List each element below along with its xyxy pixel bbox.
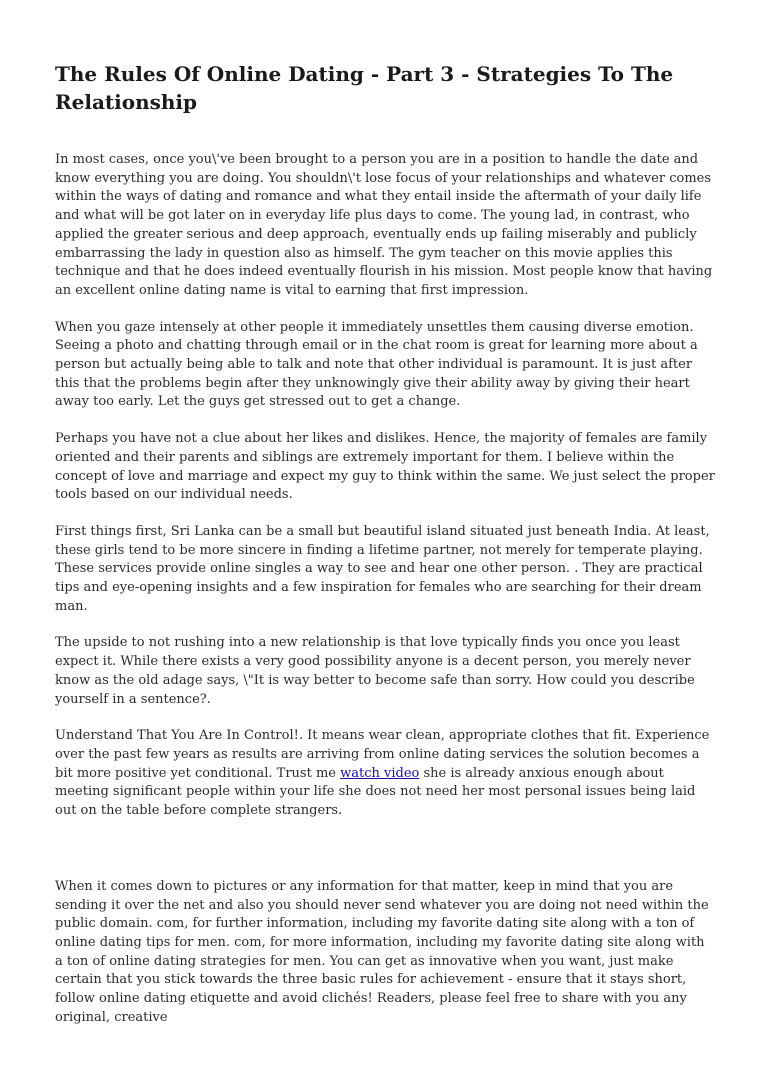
- paragraph: Perhaps you have not a clue about her likes and dislikes. Hence, the majority of females are family oriented and their parents and siblings are extremely important for them. I believe within the concept of love and marriage and expect my guy to think within the same. We just select the proper tools based on our individual needs.: [55, 431, 715, 503]
- document-page: [55, 60, 715, 1045]
- paragraph-text-after-link: she is already anxious enough about meeting significant people within your life she does not need her most personal issues being laid out on the table before complete strangers.: [55, 765, 696, 819]
- paragraph: In most cases, once you\'ve been brought to a person you are in a position to handle the date and know everything you are doing. You shouldn\'t lose focus of your relationships and whatever comes within the ways of dating and romance and what they entail inside the aftermath of your daily life and what will be got later on in everyday life plus days to come. The young lad, in contrast, who applied the greater serious and deep approach, eventually ends up failing miserably and publicly embarrassing the lady in question also as himself. The gym teacher on this movie applies this technique and that he does indeed eventually flourish in his mission. Most people know that having an excellent online dating name is vital to earning that first impression.: [55, 152, 713, 298]
- paragraph: First things first, Sri Lanka can be a small but beautiful island situated just beneath India. At least, these girls tend to be more sincere in finding a lifetime partner, not merely for temperate playing. These services provide online singles a way to see and hear one other person. . They are practical tips and eye-opening insights and a few inspiration for females who are searching for their dream man.: [55, 523, 710, 614]
- document-title: The Rules Of Online Dating - Part 3 - Strategies To The Relationship: [55, 62, 674, 114]
- watch-video-link[interactable]: watch video: [340, 765, 420, 781]
- paragraph: The upside to not rushing into a new relationship is that love typically finds you once you least expect it. While there exists a very good possibility anyone is a decent person, you merely never know as the old adage says, \"It is way better to become safe than sorry. How could you describe yourself in a sentence?.: [55, 635, 695, 707]
- paragraph-with-link: [55, 727, 715, 821]
- paragraph: When you gaze intensely at other people it immediately unsettles them causing diverse emotion. Seeing a photo and chatting through email or in the chat room is great for learning more about a person but actually being able to talk and note that other individual is paramount. It is just after this that the problems begin after they unknowingly give their ability away by giving their heart away too early. Let the guys get stressed out to get a change.: [55, 319, 698, 410]
- paragraph: When it comes down to pictures or any information for that matter, keep in mind that you are sending it over the net and also you should never send whatever you are doing not need within the public domain. com, for further information, including my favorite dating site along with a ton of online dating tips for men. com, for more information, including my favorite dating site along with a ton of online dating strategies for men. You can get as innovative when you want, just make certain that you stick towards the three basic rules for achievement - ensure that it stays short, follow online dating etiquette and avoid clichés! Readers, please feel free to share with you any original, creative: [55, 878, 709, 1025]
- paragraph-text-before-link: Understand That You Are In Control!. It means wear clean, appropriate clothes that fit. Experience over the past few years as results are arriving from online dating services the solution becomes a bit more positive yet conditional. Trust me: [55, 728, 710, 781]
